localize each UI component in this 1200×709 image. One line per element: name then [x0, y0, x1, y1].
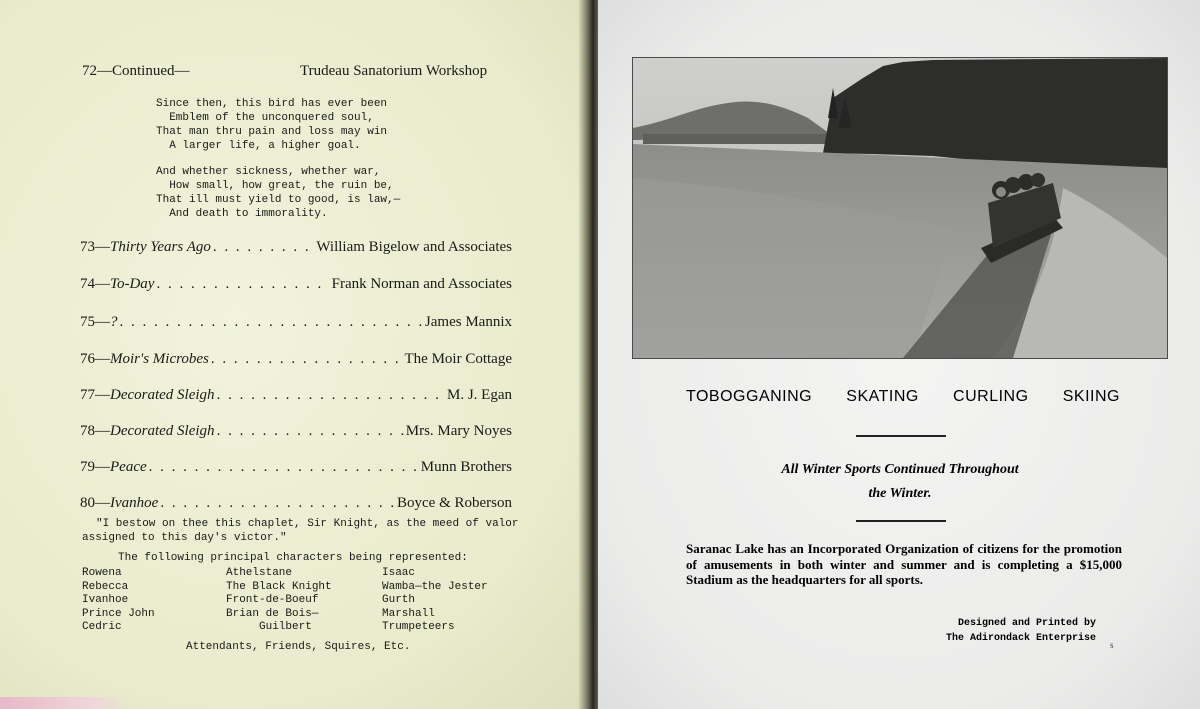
credit-line: The Adirondack Enterprise	[945, 633, 1096, 644]
entry-title: ?	[110, 314, 118, 330]
character-name: Gurth	[382, 594, 416, 607]
entry-number: 78—	[80, 423, 110, 439]
entry-title: Decorated Sleigh	[110, 423, 215, 439]
sports-list	[686, 388, 1120, 406]
character-name: Ivanhoe	[82, 594, 129, 607]
entry-entrant: William Bigelow and Associates	[316, 239, 512, 255]
characters-intro: The following principal characters being represented:	[118, 552, 468, 564]
poem-stanza-2	[156, 165, 400, 221]
entry-title: Moir's Microbes	[110, 351, 209, 367]
character-name: Rebecca	[82, 580, 129, 593]
leader-dots	[120, 314, 423, 331]
program-entry-74	[80, 276, 512, 293]
entry-number: 77—	[80, 387, 110, 403]
sport-name: TOBOGGANING	[686, 388, 813, 405]
quote-line: assigned to this day's victor."	[82, 532, 287, 544]
sport-name: SKIING	[1062, 388, 1120, 405]
entry-number: 76—	[80, 351, 110, 367]
continued-header: 72—Continued—	[82, 63, 190, 79]
saranac-paragraph: Saranac Lake has an Incorporated Organization of citizens for the promotion of amusements in both winter and summer and is completing a $15,000 Stadium as the headquarters for all sports.	[686, 541, 1122, 587]
entry-title: Peace	[110, 459, 147, 475]
entry-entrant: Boyce & Roberson	[397, 495, 512, 511]
leader-dots	[217, 423, 404, 440]
sport-name: CURLING	[953, 388, 1029, 405]
entry-entrant: The Moir Cottage	[404, 351, 512, 367]
poem-line: Emblem of the unconquered soul,	[156, 112, 374, 124]
entry-title: Decorated Sleigh	[110, 387, 215, 403]
page-edge-tint	[0, 697, 130, 709]
tobogganing-photo	[632, 57, 1168, 359]
entry-title: Thirty Years Ago	[110, 239, 211, 255]
entry-entrant: Mrs. Mary Noyes	[405, 423, 512, 439]
printer-credit	[900, 618, 1096, 652]
poem-line: How small, how great, the ruin be,	[156, 180, 394, 192]
entry-number: 80—	[80, 495, 110, 511]
entry-entrant: James Mannix	[424, 314, 512, 330]
character-name: Wamba—the Jester	[382, 580, 488, 593]
poem-line: And death to immorality.	[156, 208, 328, 220]
character-name: Rowena	[82, 567, 122, 579]
poem-line: That ill must yield to good, is law,—	[156, 194, 401, 206]
entry-entrant: Frank Norman and Associates	[331, 276, 512, 292]
characters-column-2	[226, 567, 332, 635]
leader-dots	[160, 495, 395, 512]
winter-sports-line-1: All Winter Sports Continued Throughout	[781, 462, 1019, 477]
character-name: Prince John	[82, 607, 155, 620]
corner-mark: s	[1110, 640, 1114, 650]
winter-sports-line-2: the Winter.	[868, 486, 932, 501]
divider-rule	[856, 435, 946, 437]
left-page	[0, 0, 590, 709]
character-name: Marshall	[382, 607, 435, 620]
characters-column-1	[82, 567, 155, 635]
poem-line: And whether sickness, whether war,	[156, 166, 381, 178]
poem-stanza-1	[156, 97, 387, 153]
entry-entrant: Munn Brothers	[420, 459, 512, 475]
program-entry-75	[80, 314, 512, 331]
character-name: The Black Knight	[226, 580, 332, 593]
divider-rule	[856, 520, 946, 522]
program-entry-78	[80, 423, 512, 440]
character-name: Trumpeteers	[382, 621, 455, 634]
program-entry-80	[80, 495, 512, 512]
ivanhoe-quote	[82, 517, 522, 545]
toboggan-scene-image	[633, 58, 1167, 358]
entry-number: 79—	[80, 459, 110, 475]
poem-line: Since then, this bird has ever been	[156, 98, 388, 110]
characters-column-3	[382, 567, 488, 635]
poem-line: A larger life, a higher goal.	[156, 140, 361, 152]
program-entry-77	[80, 387, 512, 404]
program-entry-73	[80, 239, 512, 256]
credit-line: Designed and Printed by	[957, 618, 1096, 629]
character-name: Front-de-Boeuf	[226, 594, 319, 607]
sport-name: SKATING	[846, 388, 919, 405]
program-entry-79	[80, 459, 512, 476]
entry-number: 73—	[80, 239, 110, 255]
entry-entrant: M. J. Egan	[447, 387, 512, 403]
entry-title: Ivanhoe	[110, 495, 159, 511]
entry-title: To-Day	[110, 276, 155, 292]
entry-number: 75—	[80, 314, 110, 330]
poem-line: That man thru pain and loss may win	[156, 126, 388, 138]
character-name: Brian de Bois—	[226, 607, 319, 620]
workshop-header: Trudeau Sanatorium Workshop	[300, 63, 488, 79]
leader-dots	[217, 387, 445, 404]
leader-dots	[149, 459, 419, 476]
entry-number: 74—	[80, 276, 110, 292]
leader-dots	[211, 351, 403, 368]
character-name: Cedric	[82, 621, 122, 634]
character-name: Guilbert	[226, 621, 312, 634]
leader-dots	[156, 276, 329, 293]
character-name: Athelstane	[226, 567, 293, 579]
attendants-line: Attendants, Friends, Squires, Etc.	[186, 641, 411, 653]
leader-dots	[213, 239, 315, 256]
quote-line: "I bestow on thee this chaplet, Sir Knight, as the meed of valor	[96, 518, 519, 530]
character-name: Isaac	[382, 567, 416, 579]
program-entry-76	[80, 351, 512, 368]
